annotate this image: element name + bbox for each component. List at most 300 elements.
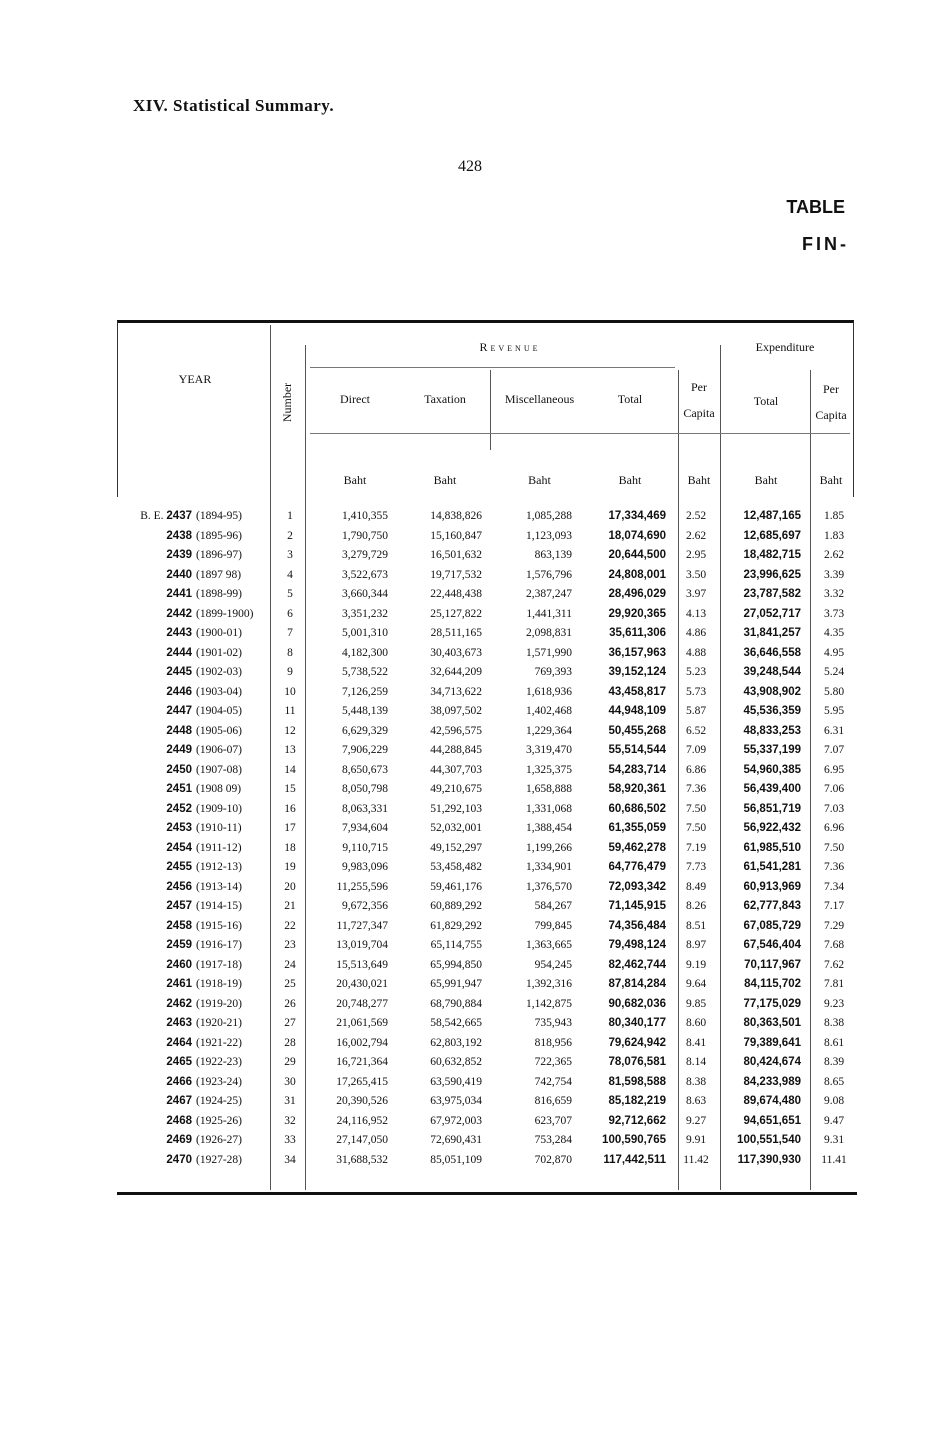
year-ad-cell: (1896-97) <box>196 549 242 561</box>
misc-cell: 769,393 <box>534 666 572 678</box>
taxation-cell: 30,403,673 <box>430 646 482 659</box>
exp-per-capita-header-2: Capita <box>815 408 847 422</box>
total-cell: 35,611,306 <box>609 627 666 639</box>
total-cell: 64,776,479 <box>608 861 666 873</box>
total-cell: 78,076,581 <box>608 1056 666 1068</box>
table-row <box>120 705 855 725</box>
total-cell: 58,920,361 <box>608 783 666 795</box>
taxation-cell: 32,644,209 <box>430 666 482 678</box>
number-cell: 28 <box>284 1036 296 1049</box>
direct-cell: 20,748,277 <box>336 997 388 1010</box>
exp-total-cell: 23,787,582 <box>743 588 801 600</box>
be-year: 2469 <box>166 1134 192 1146</box>
be-year: 2448 <box>166 724 192 737</box>
exp-per-capita-cell: 7.06 <box>823 783 845 795</box>
unit-label: Baht <box>343 473 367 487</box>
exp-per-capita-cell: 7.17 <box>823 900 845 912</box>
exp-total-cell: 27,052,717 <box>743 607 801 620</box>
be-year: 2456 <box>166 880 192 893</box>
exp-total-cell: 100,551,540 <box>737 1134 801 1146</box>
per-capita-cell: 7.36 <box>685 783 707 795</box>
per-capita-cell: 8.38 <box>685 1075 707 1088</box>
exp-total-cell: 80,363,501 <box>743 1017 801 1029</box>
exp-per-capita-cell: 7.62 <box>823 958 845 971</box>
misc-cell: 1,441,311 <box>526 607 572 620</box>
direct-cell: 24,116,952 <box>336 1114 388 1127</box>
per-capita-cell: 3.97 <box>685 588 707 600</box>
direct-cell: 3,660,344 <box>342 588 388 600</box>
number-cell: 27 <box>284 1017 296 1029</box>
exp-per-capita-cell: 4.35 <box>823 627 845 639</box>
direct-cell: 9,983,096 <box>342 861 388 873</box>
exp-per-capita-header-1: Per <box>823 382 839 396</box>
year-ad-cell: (1909-10) <box>196 802 242 815</box>
exp-total-cell: 43,908,902 <box>743 685 801 698</box>
be-year: 2460 <box>166 958 192 971</box>
total-cell: 87,814,284 <box>608 978 666 990</box>
total-cell: 39,152,124 <box>608 666 666 678</box>
exp-per-capita-cell: 9.47 <box>823 1114 845 1127</box>
number-cell: 15 <box>284 783 296 795</box>
table-row <box>120 744 855 764</box>
per-capita-cell: 7.73 <box>685 861 707 873</box>
total-cell: 44,948,109 <box>608 705 666 717</box>
exp-per-capita-cell: 7.68 <box>823 939 845 951</box>
year-be-cell <box>120 803 192 815</box>
table-row <box>120 978 855 998</box>
year-be-cell <box>120 686 192 698</box>
number-cell: 24 <box>284 958 296 971</box>
exp-per-capita-cell: 9.31 <box>823 1134 845 1146</box>
per-capita-cell: 5.73 <box>685 685 707 698</box>
exp-per-capita-cell: 11.41 <box>821 1153 847 1166</box>
table-row <box>120 959 855 979</box>
be-year: 2454 <box>166 841 192 854</box>
exp-per-capita-cell: 7.81 <box>823 978 845 990</box>
table-row <box>120 530 855 550</box>
taxation-cell: 51,292,103 <box>430 802 482 815</box>
exp-per-capita-cell: 7.36 <box>823 861 845 873</box>
table-row <box>120 1037 855 1057</box>
table-row <box>120 1076 855 1096</box>
taxation-cell: 25,127,822 <box>430 607 482 620</box>
number-cell: 6 <box>287 607 293 620</box>
per-capita-cell: 6.52 <box>685 724 707 737</box>
be-year: 2457 <box>166 900 192 912</box>
number-cell: 8 <box>287 646 293 659</box>
table-row <box>120 822 855 842</box>
table-row <box>120 939 855 959</box>
year-ad-cell: (1900-01) <box>196 627 242 639</box>
direct-cell: 3,351,232 <box>342 607 388 620</box>
total-header: Total <box>617 392 643 406</box>
table-row <box>120 764 855 784</box>
misc-cell: 1,123,093 <box>526 529 572 542</box>
total-cell: 79,498,124 <box>608 939 666 951</box>
misc-cell: 1,363,665 <box>526 939 572 951</box>
total-cell: 92,712,662 <box>608 1114 666 1127</box>
year-ad-cell: (1912-13) <box>196 861 242 873</box>
exp-total-cell: 39,248,544 <box>743 666 801 678</box>
exp-per-capita-cell: 3.32 <box>823 588 845 600</box>
total-cell: 71,145,915 <box>608 900 666 912</box>
number-cell: 10 <box>284 685 296 698</box>
taxation-cell: 16,501,632 <box>430 549 482 561</box>
taxation-cell: 65,994,850 <box>430 958 482 971</box>
year-be-cell <box>120 1095 192 1107</box>
direct-cell: 11,727,347 <box>336 919 388 932</box>
direct-cell: 1,410,355 <box>342 510 388 522</box>
direct-cell: 8,650,673 <box>342 763 388 776</box>
misc-cell: 863,139 <box>534 549 572 561</box>
exp-total-cell: 12,487,165 <box>743 510 801 522</box>
taxation-cell: 53,458,482 <box>430 861 482 873</box>
year-be-cell <box>120 588 192 600</box>
be-year: 2450 <box>166 763 192 776</box>
year-ad-cell: (1921-22) <box>196 1036 242 1049</box>
taxation-cell: 38,097,502 <box>430 705 482 717</box>
number-cell: 12 <box>284 724 296 737</box>
exp-total-cell: 23,996,625 <box>743 568 801 581</box>
exp-per-capita-cell: 6.95 <box>823 763 845 776</box>
misc-cell: 1,334,901 <box>526 861 572 873</box>
exp-per-capita-cell: 6.96 <box>823 822 845 834</box>
direct-cell: 27,147,050 <box>336 1134 388 1146</box>
unit-label: Baht <box>618 473 642 487</box>
table-row <box>120 842 855 862</box>
direct-cell: 20,390,526 <box>336 1095 388 1107</box>
per-capita-cell: 11.42 <box>683 1153 709 1166</box>
exp-per-capita-cell: 9.23 <box>823 997 845 1010</box>
exp-total-cell: 62,777,843 <box>743 900 801 912</box>
taxation-cell: 60,632,852 <box>430 1056 482 1068</box>
number-cell: 23 <box>284 939 296 951</box>
year-be-cell <box>120 510 192 522</box>
exp-per-capita-cell: 5.80 <box>823 685 845 698</box>
misc-cell: 753,284 <box>534 1134 572 1146</box>
direct-cell: 3,522,673 <box>342 568 388 581</box>
direct-cell: 6,629,329 <box>342 724 388 737</box>
taxation-cell: 59,461,176 <box>430 880 482 893</box>
per-capita-header-2: Capita <box>683 406 715 420</box>
table-row <box>120 1056 855 1076</box>
table-bottom-rule <box>117 1192 857 1195</box>
exp-total-cell: 56,851,719 <box>743 802 801 815</box>
taxation-cell: 61,829,292 <box>430 919 482 932</box>
unit-label: Baht <box>754 473 778 487</box>
table-body <box>120 510 855 1173</box>
per-capita-cell: 7.09 <box>685 744 707 756</box>
direct-cell: 8,063,331 <box>342 802 388 815</box>
number-cell: 11 <box>284 705 296 717</box>
year-ad-cell: (1917-18) <box>196 958 242 971</box>
misc-cell: 1,388,454 <box>526 822 572 834</box>
exp-total-cell: 45,536,359 <box>743 705 801 717</box>
total-cell: 50,455,268 <box>608 724 666 737</box>
taxation-cell: 67,972,003 <box>430 1114 482 1127</box>
exp-total-cell: 67,546,404 <box>743 939 801 951</box>
page-number: 428 <box>458 158 482 175</box>
year-be-cell <box>120 822 192 834</box>
exp-per-capita-cell: 8.38 <box>823 1017 845 1029</box>
be-year: 2440 <box>166 568 192 581</box>
taxation-cell: 44,307,703 <box>430 763 482 776</box>
per-capita-cell: 9.19 <box>685 958 707 971</box>
unit-label: Baht <box>433 473 457 487</box>
year-be-cell <box>120 530 192 542</box>
exp-per-capita-cell: 7.07 <box>823 744 845 756</box>
direct-cell: 15,513,649 <box>336 958 388 971</box>
exp-per-capita-cell: 4.95 <box>823 646 845 659</box>
direct-cell: 7,126,259 <box>342 685 388 698</box>
taxation-cell: 52,032,001 <box>430 822 482 834</box>
year-be-cell <box>120 1076 192 1088</box>
year-ad-cell: (1898-99) <box>196 588 242 600</box>
header-rule <box>310 433 850 434</box>
per-capita-cell: 7.50 <box>685 802 707 815</box>
exp-total-cell: 60,913,969 <box>743 880 801 893</box>
exp-total-cell: 36,646,558 <box>743 646 801 659</box>
per-capita-cell: 5.87 <box>685 705 707 717</box>
table-label: TABLE <box>786 197 845 217</box>
misc-cell: 1,229,364 <box>526 724 572 737</box>
exp-total-header: Total <box>753 394 779 408</box>
year-be-cell <box>120 627 192 639</box>
be-year: 2466 <box>166 1075 192 1088</box>
year-ad-cell: (1906-07) <box>196 744 242 756</box>
be-year: 2445 <box>166 666 192 678</box>
year-ad-cell: (1918-19) <box>196 978 242 990</box>
year-be-cell <box>120 1017 192 1029</box>
year-be-cell <box>120 920 192 932</box>
table-row <box>120 647 855 667</box>
exp-per-capita-cell: 5.24 <box>823 666 845 678</box>
taxation-cell: 22,448,438 <box>430 588 482 600</box>
misc-cell: 1,376,570 <box>526 880 572 893</box>
revenue-rule <box>310 367 675 368</box>
be-year: 2463 <box>166 1017 192 1029</box>
number-cell: 19 <box>284 861 296 873</box>
year-be-cell <box>120 998 192 1010</box>
total-cell: 24,808,001 <box>608 568 666 581</box>
be-year: 2459 <box>166 939 192 951</box>
per-capita-cell: 9.64 <box>685 978 707 990</box>
misc-cell: 1,402,468 <box>526 705 572 717</box>
taxation-header: Taxation <box>424 392 466 406</box>
revenue-header: Revenue <box>479 340 541 354</box>
number-cell: 31 <box>284 1095 296 1107</box>
total-cell: 85,182,219 <box>608 1095 666 1107</box>
per-capita-cell: 7.19 <box>685 841 707 854</box>
per-capita-cell: 9.91 <box>685 1134 707 1146</box>
table-row <box>120 725 855 745</box>
taxation-cell: 62,803,192 <box>430 1036 482 1049</box>
exp-per-capita-cell: 7.03 <box>823 802 845 815</box>
table-row <box>120 666 855 686</box>
expenditure-header: Expenditure <box>755 340 815 354</box>
be-year: 2452 <box>166 802 192 815</box>
year-header: YEAR <box>178 372 212 386</box>
be-year: 2442 <box>166 607 192 620</box>
be-year: 2453 <box>166 822 192 834</box>
taxation-cell: 49,152,297 <box>430 841 482 854</box>
direct-cell: 16,721,364 <box>336 1056 388 1068</box>
exp-per-capita-cell: 7.29 <box>823 919 845 932</box>
year-be-cell <box>120 666 192 678</box>
year-ad-cell: (1897 98) <box>196 568 242 581</box>
misc-cell: 1,618,936 <box>526 685 572 698</box>
year-be-cell <box>120 939 192 951</box>
be-year: 2437 <box>166 510 192 522</box>
misc-header: Miscellaneous <box>504 392 575 406</box>
misc-cell: 2,098,831 <box>526 627 572 639</box>
exp-total-cell: 70,117,967 <box>744 958 801 971</box>
per-capita-cell: 2.52 <box>685 510 707 522</box>
table-row <box>120 920 855 940</box>
exp-per-capita-cell: 5.95 <box>823 705 845 717</box>
year-be-cell <box>120 978 192 990</box>
exp-total-cell: 56,439,400 <box>743 783 801 795</box>
misc-cell: 584,267 <box>534 900 572 912</box>
number-cell: 25 <box>284 978 296 990</box>
be-year: 2464 <box>166 1036 192 1049</box>
exp-per-capita-cell: 9.08 <box>823 1095 845 1107</box>
year-ad-cell: (1915-16) <box>196 919 242 932</box>
number-cell: 29 <box>284 1056 296 1068</box>
total-cell: 54,283,714 <box>608 763 666 776</box>
section-heading: XIV. Statistical Summary. <box>133 96 335 115</box>
total-cell: 55,514,544 <box>608 744 666 756</box>
misc-cell: 1,325,375 <box>526 763 572 776</box>
table-row <box>120 998 855 1018</box>
table-row <box>120 549 855 569</box>
total-cell: 117,442,511 <box>603 1153 666 1166</box>
year-be-cell <box>120 725 192 737</box>
per-capita-cell: 2.62 <box>685 529 707 542</box>
year-ad-cell: (1902-03) <box>196 666 242 678</box>
misc-cell: 735,943 <box>534 1017 572 1029</box>
taxation-cell: 28,511,165 <box>430 627 482 639</box>
table-row <box>120 1115 855 1135</box>
number-cell: 34 <box>284 1153 296 1166</box>
taxation-cell: 15,160,847 <box>430 529 482 542</box>
year-ad-cell: (1919-20) <box>196 997 242 1010</box>
year-ad-cell: (1899-1900) <box>196 607 254 620</box>
total-cell: 20,644,500 <box>608 549 666 561</box>
misc-cell: 954,245 <box>534 958 572 971</box>
per-capita-cell: 8.26 <box>685 900 707 912</box>
year-be-cell <box>120 1154 192 1166</box>
year-ad-cell: (1901-02) <box>196 646 242 659</box>
be-year: 2449 <box>166 744 192 756</box>
year-be-cell <box>120 861 192 873</box>
taxation-cell: 42,596,575 <box>430 724 482 737</box>
total-cell: 79,624,942 <box>608 1036 666 1049</box>
table-row <box>120 627 855 647</box>
misc-cell: 1,571,990 <box>526 646 572 659</box>
taxation-cell: 49,210,675 <box>430 783 482 795</box>
taxation-cell: 44,288,845 <box>430 744 482 756</box>
misc-cell: 818,956 <box>534 1036 572 1049</box>
be-year: 2465 <box>166 1056 192 1068</box>
number-cell: 2 <box>287 529 293 542</box>
per-capita-cell: 9.85 <box>685 997 707 1010</box>
direct-cell: 21,061,569 <box>336 1017 388 1029</box>
per-capita-cell: 9.27 <box>685 1114 707 1127</box>
total-cell: 80,340,177 <box>608 1017 666 1029</box>
per-capita-cell: 2.95 <box>685 549 707 561</box>
year-ad-cell: (1903-04) <box>196 685 242 698</box>
exp-total-cell: 117,390,930 <box>737 1153 801 1166</box>
misc-cell: 816,659 <box>534 1095 572 1107</box>
unit-label: Baht <box>819 473 843 487</box>
per-capita-cell: 6.86 <box>685 763 707 776</box>
per-capita-cell: 8.63 <box>685 1095 707 1107</box>
per-capita-cell: 4.88 <box>685 646 707 659</box>
total-cell: 81,598,588 <box>608 1075 666 1088</box>
direct-cell: 31,688,532 <box>336 1153 388 1166</box>
year-be-cell <box>120 959 192 971</box>
direct-cell: 17,265,415 <box>336 1075 388 1088</box>
total-cell: 18,074,690 <box>608 529 666 542</box>
year-ad-cell: (1924-25) <box>196 1095 242 1107</box>
per-capita-cell: 8.49 <box>685 880 707 893</box>
year-be-cell <box>120 1115 192 1127</box>
year-ad-cell: (1905-06) <box>196 724 242 737</box>
be-year: 2439 <box>166 549 192 561</box>
table-row <box>120 1154 855 1174</box>
exp-per-capita-cell: 3.39 <box>823 568 845 581</box>
exp-total-cell: 67,085,729 <box>743 919 801 932</box>
year-be-cell <box>120 647 192 659</box>
misc-cell: 1,658,888 <box>526 783 572 795</box>
year-ad-cell: (1904-05) <box>196 705 242 717</box>
be-year: 2451 <box>166 783 192 795</box>
be-year: 2438 <box>166 529 192 542</box>
taxation-cell: 65,114,755 <box>430 939 482 951</box>
exp-total-cell: 94,651,651 <box>743 1114 801 1127</box>
number-cell: 26 <box>284 997 296 1010</box>
exp-per-capita-cell: 2.62 <box>823 549 845 561</box>
number-cell: 16 <box>284 802 296 815</box>
taxation-cell: 34,713,622 <box>430 685 482 698</box>
table-row <box>120 569 855 589</box>
per-capita-cell: 4.86 <box>685 627 707 639</box>
exp-total-cell: 79,389,641 <box>743 1036 801 1049</box>
total-cell: 72,093,342 <box>608 880 666 893</box>
exp-total-cell: 56,922,432 <box>743 822 801 834</box>
year-be-cell <box>120 764 192 776</box>
be-year: 2444 <box>166 646 192 659</box>
number-cell: 9 <box>287 666 293 678</box>
total-cell: 61,355,059 <box>608 822 666 834</box>
direct-cell: 13,019,704 <box>336 939 388 951</box>
year-be-cell <box>120 842 192 854</box>
taxation-cell: 58,542,665 <box>430 1017 482 1029</box>
misc-cell: 2,387,247 <box>526 588 572 600</box>
number-header: Number <box>280 382 294 423</box>
number-cell: 17 <box>284 822 296 834</box>
misc-cell: 702,870 <box>534 1153 572 1166</box>
year-ad-cell: (1895-96) <box>196 529 242 542</box>
year-be-cell <box>120 900 192 912</box>
taxation-cell: 63,590,419 <box>430 1075 482 1088</box>
year-be-cell <box>120 549 192 561</box>
exp-total-cell: 48,833,253 <box>743 724 801 737</box>
be-year: 2461 <box>166 978 192 990</box>
taxation-cell: 19,717,532 <box>430 568 482 581</box>
per-capita-cell: 4.13 <box>685 607 707 620</box>
